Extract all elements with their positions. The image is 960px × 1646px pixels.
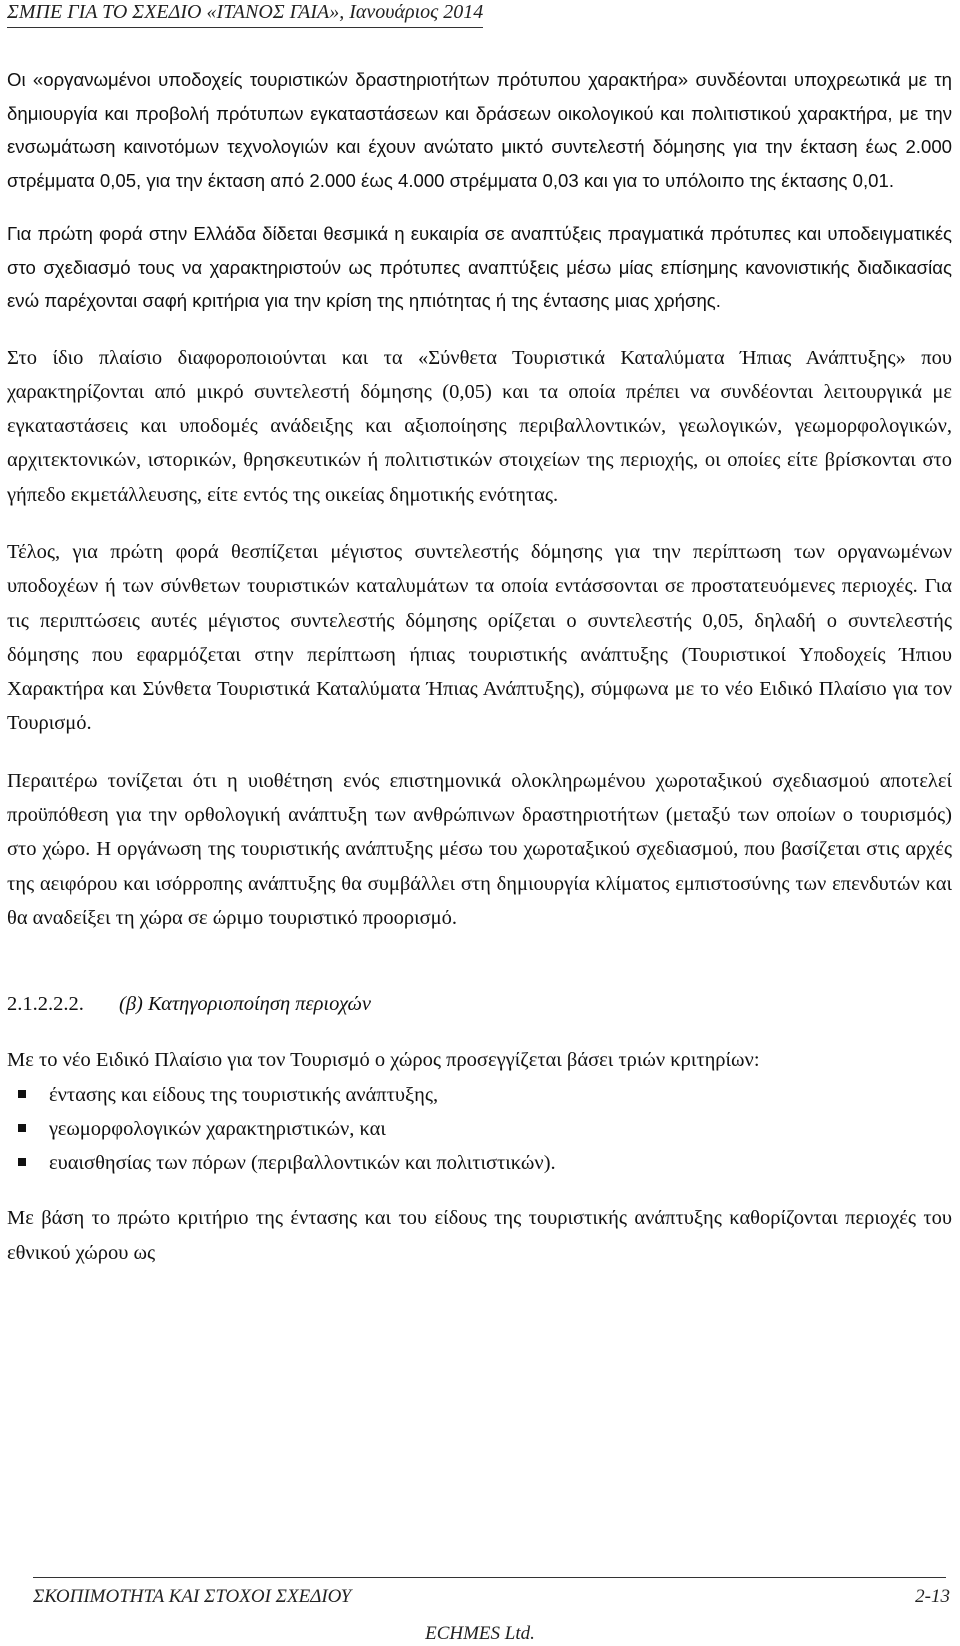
bullet-square-icon — [18, 1124, 26, 1132]
list-item — [7, 1078, 952, 1112]
criteria-list — [7, 1078, 952, 1181]
paragraph-organized-receptors: Οι «οργανωμένοι υποδοχείς τουριστικών δραστηριοτήτων πρότυπου χαρακτήρα» συνδέονται υποχρεωτικά με τη δημιουργία και προβολή πρότυπων εγκαταστάσεων και δράσεων οικολογικού και πολιτιστικού χαρακτήρα, με την ενσωμάτωση καινοτόμων τεχνολογιών και έχουν ανώτατο μικτό συντελεστή δόμησης για την έκταση έως 2.000 στρέμματα 0,05, για την έκταση από 2.000 έως 4.000 στρέμματα 0,03 και για το υπόλοιπο της έκτασης 0,01. — [7, 69, 952, 191]
list-item-text: ευαισθησίας των πόρων (περιβαλλοντικών και πολιτιστικών). — [49, 1152, 556, 1175]
list-item-text: γεωμορφολογικών χαρακτηριστικών, και — [49, 1117, 386, 1140]
bullet-square-icon — [18, 1158, 26, 1166]
paragraph-composite-accommodation: Στο ίδιο πλαίσιο διαφοροποιούνται και τα «Σύνθετα Τουριστικά Καταλύματα Ήπιας Ανάπτυξης» που χαρακτηρίζονται από μικρό συντελεστή δόμησης (0,05) και τα οποία πρέπει να συνδέονται λειτουργικά με εγκαταστάσεις και υποδομές ανάδειξης και αξιοποίησης περιβαλλοντικών, γεωλογικών, γεωμορφολογικών, αρχιτεκτονικών, ιστορικών, θρησκευτικών ή πολιτιστικών στοιχείων της περιοχής, οι οποίες είτε βρίσκονται στο γήπεδο εκμετάλλευσης, είτε εντός της οικείας δημοτικής ενότητας. — [7, 346, 952, 506]
page-number: 2-13 — [915, 1586, 950, 1607]
list-item — [7, 1112, 952, 1146]
bullet-square-icon — [18, 1090, 26, 1098]
paragraph-first-time-greece: Για πρώτη φορά στην Ελλάδα δίδεται θεσμικά η ευκαιρία σε αναπτύξεις πραγματικά πρότυπες και υποδειγματικές στο σχεδιασμό τους να χαρακτηριστούν ως πρότυπες αναπτύξεις μέσω μίας επίσημης κανονιστικής διαδικασίας ενώ παρέχονται σαφή κριτήρια για την κρίση της ηπιότητας ή της έντασης μιας χρήσης. — [7, 223, 952, 311]
header-rule — [7, 27, 483, 28]
paragraph-spatial-planning: Περαιτέρω τονίζεται ότι η υιοθέτηση ενός επιστημονικά ολοκληρωμένου χωροταξικού σχεδιασμού αποτελεί προϋπόθεση για την ορθολογική ανάπτυξη των ανθρώπινων δραστηριοτήτων (μεταξύ των οποίων ο τουρισμός) στο χώρο. Η οργάνωση της τουριστικής ανάπτυξης μέσω του χωροταξικού σχεδιασμού, που βασίζεται στις αρχές της αειφόρου και ισόρροπης ανάπτυξης θα συμβάλλει στη δημιουργία κλίματος εμπιστοσύνης των επενδυτών και θα αναδείξει τη χώρα σε ώριμο τουριστικό προορισμό. — [7, 769, 952, 929]
section-title: (β) Κατηγοριοποίηση περιοχών — [119, 993, 371, 1016]
list-item — [7, 1146, 952, 1180]
paragraph-building-coefficient: Τέλος, για πρώτη φορά θεσπίζεται μέγιστος συντελεστής δόμησης για την περίπτωση των οργανωμένων υποδοχέων ή των σύνθετων τουριστικών καταλυμάτων τα οποία εντάσσονται σε προστατευόμενες περιοχές. Για τις περιπτώσεις αυτές μέγιστος συντελεστής δόμησης ορίζεται ο συντελεστής 0,05, δηλαδή ο συντελεστής δόμησης που εφαρμόζεται στην περίπτωση ήπιας τουριστικής ανάπτυξης (Τουριστικοί Υποδοχείς Ήπιου Χαρακτήρα και Σύνθετα Τουριστικά Καταλύματα Ήπιας Ανάπτυξης), σύμφωνα με το νέο Ειδικό Πλαίσιο για τον Τουρισμό. — [7, 540, 952, 735]
footer-section-title: ΣΚΟΠΙΜΟΤΗΤΑ ΚΑΙ ΣΤΟΧΟΙ ΣΧΕΔΙΟΥ — [33, 1586, 352, 1607]
running-header: ΣΜΠΕ ΓΙΑ ΤΟ ΣΧΕΔΙΟ «ΙΤΑΝΟΣ ΓΑΙΑ», Ιανουάριος 2014 — [7, 1, 484, 23]
paragraph-criteria-intro: Με το νέο Ειδικό Πλαίσιο για τον Τουρισμό ο χώρος προσεγγίζεται βάσει τριών κριτηρίων: — [7, 1049, 760, 1072]
list-item-text: έντασης και είδους της τουριστικής ανάπτυξης, — [49, 1083, 439, 1106]
main-content — [7, 63, 952, 1270]
footer-company: ECHMES Ltd. — [425, 1623, 535, 1644]
section-heading — [7, 989, 952, 1019]
footer-rule — [33, 1577, 946, 1578]
paragraph-first-criterion: Με βάση το πρώτο κριτήριο της έντασης και του είδους της τουριστικής ανάπτυξης καθορίζονται περιοχές του εθνικού χώρου ως — [7, 1207, 952, 1264]
section-number: 2.1.2.2.2. — [7, 993, 84, 1016]
